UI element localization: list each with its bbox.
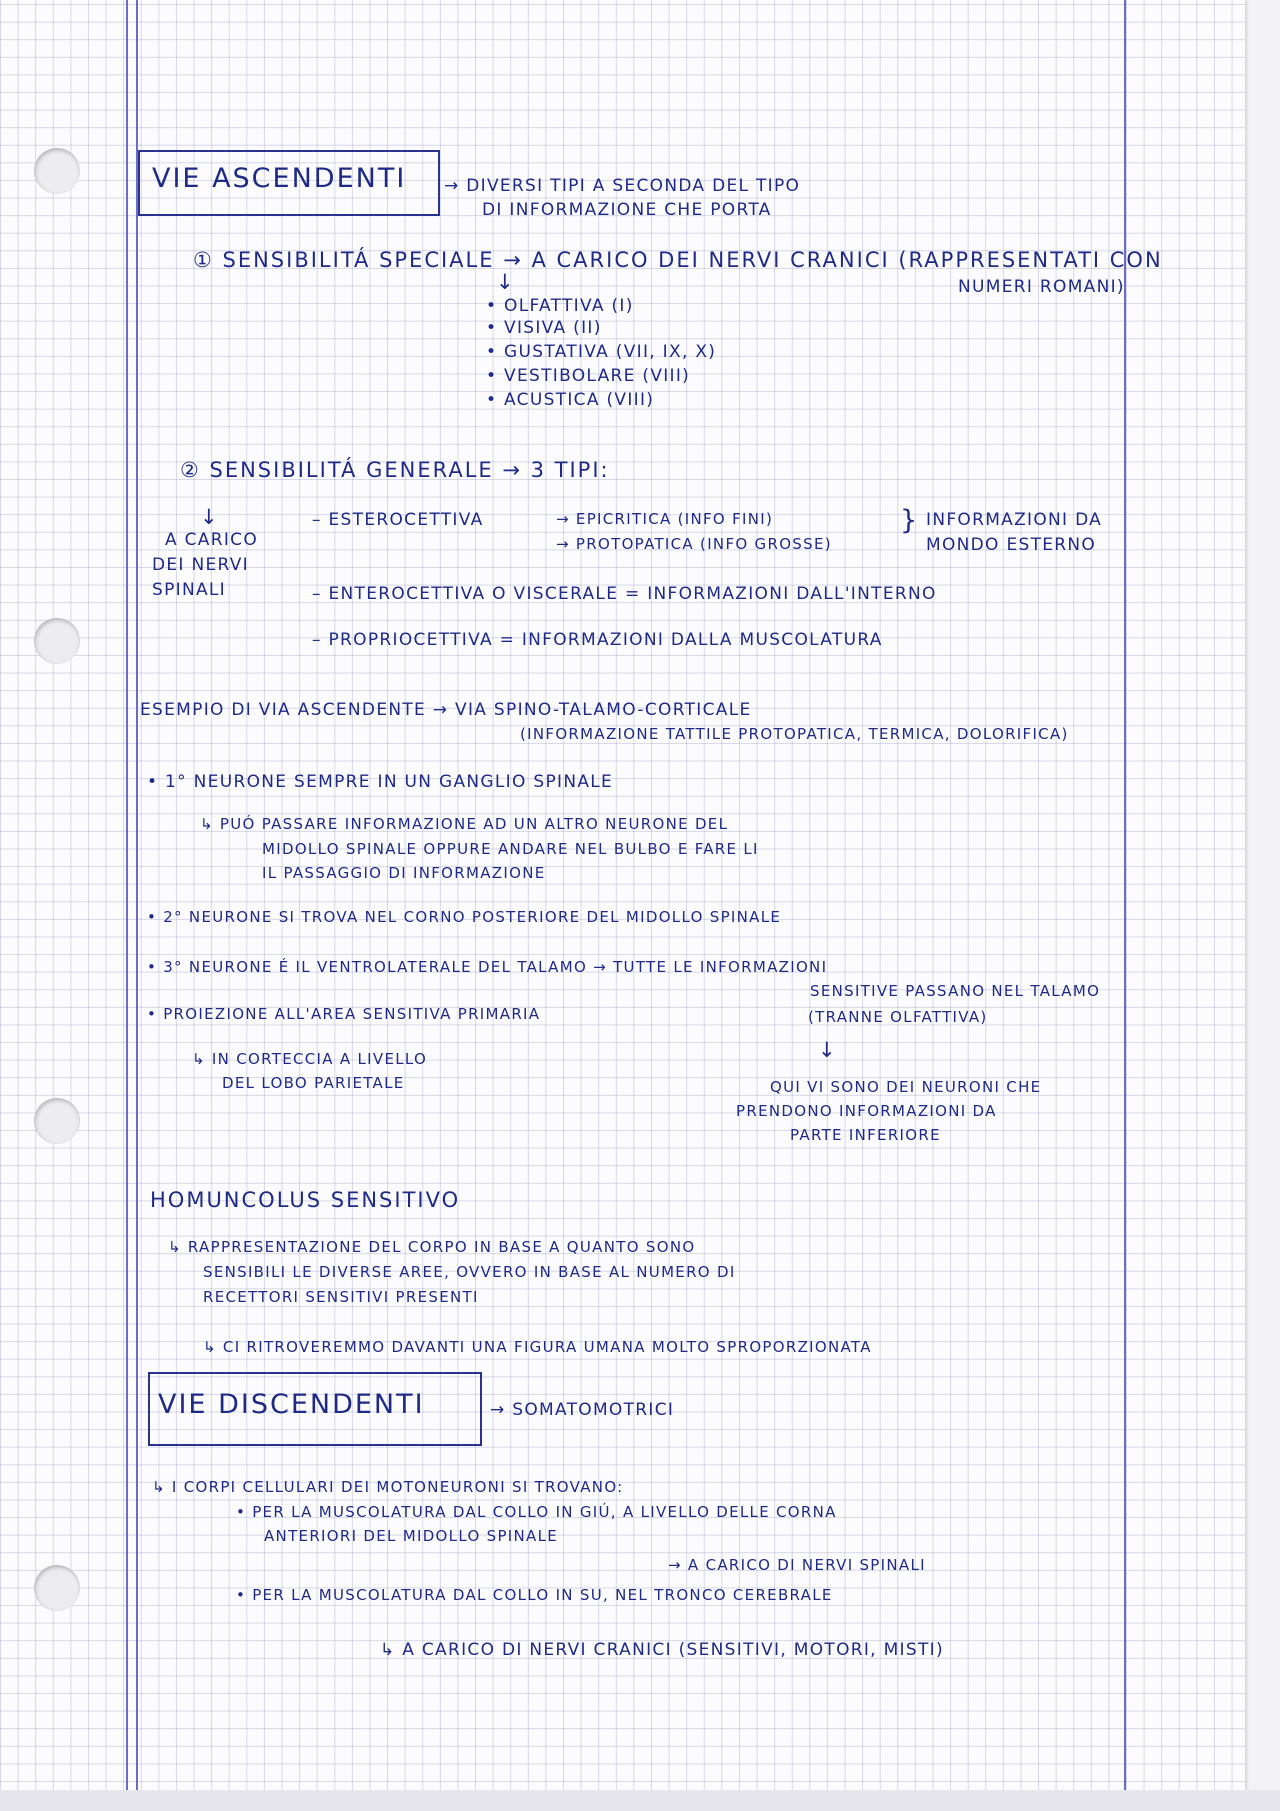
list-item: • GUSTATIVA (VII, IX, X) (486, 342, 717, 362)
left-margin-line-2 (136, 0, 138, 1790)
note-line: SENSIBILI LE DIVERSE AREE, OVVERO IN BASE AL NUMERO DI (203, 1263, 736, 1281)
note-line: A CARICO (165, 530, 259, 550)
note-line: – ESTEROCETTIVA (312, 510, 484, 530)
punch-hole-top (34, 148, 80, 194)
punch-hole-lower-middle (34, 1098, 80, 1144)
left-margin-line-1 (126, 0, 128, 1790)
note-line: • 3° NEURONE É IL VENTROLATERALE DEL TALAMO → TUTTE LE INFORMAZIONI (147, 958, 828, 976)
note-line: • PER LA MUSCOLATURA DAL COLLO IN SU, NEL TRONCO CEREBRALE (236, 1586, 833, 1604)
note-line: (TRANNE OLFATTIVA) (808, 1008, 988, 1026)
note-line: • PROIEZIONE ALL'AREA SENSITIVA PRIMARIA (147, 1005, 541, 1023)
note-line: PRENDONO INFORMAZIONI DA (736, 1102, 997, 1120)
note-line: (INFORMAZIONE TATTILE PROTOPATICA, TERMICA, DOLORIFICA) (520, 725, 1069, 743)
brace: } (900, 505, 920, 536)
list-item: • VISIVA (II) (486, 318, 602, 338)
note-line: INFORMAZIONI DA (926, 510, 1103, 530)
list-item: • ACUSTICA (VIII) (486, 390, 655, 410)
note-line: ↳ IN CORTECCIA A LIVELLO (192, 1050, 428, 1068)
note-line: DEI NERVI (152, 555, 249, 575)
note-line: • 1° NEURONE SEMPRE IN UN GANGLIO SPINALE (147, 772, 614, 792)
note-line: – PROPRIOCETTIVA = INFORMAZIONI DALLA MUSCOLATURA (312, 630, 883, 650)
note-line: → PROTOPATICA (INFO GROSSE) (556, 535, 832, 553)
list-item: • VESTIBOLARE (VIII) (486, 366, 691, 386)
note-line: DEL LOBO PARIETALE (222, 1074, 405, 1092)
note-line: ↳ PUÓ PASSARE INFORMAZIONE AD UN ALTRO NEURONE DEL (200, 815, 729, 833)
note-line: ② SENSIBILITÁ GENERALE → 3 TIPI: (180, 458, 610, 482)
note-line: DI INFORMAZIONE CHE PORTA (482, 200, 772, 220)
note-line: PARTE INFERIORE (790, 1126, 941, 1144)
note-line: ↳ A CARICO DI NERVI CRANICI (SENSITIVI, MOTORI, MISTI) (380, 1640, 944, 1660)
note-line: RECETTORI SENSITIVI PRESENTI (203, 1288, 479, 1306)
scanner-edge (0, 1790, 1280, 1811)
note-line: – ENTEROCETTIVA O VISCERALE = INFORMAZIONI DALL'INTERNO (312, 584, 937, 604)
down-arrow: ↓ (818, 1038, 838, 1062)
note-line: QUI VI SONO DEI NEURONI CHE (770, 1078, 1042, 1096)
note-line: • 2° NEURONE SI TROVA NEL CORNO POSTERIORE DEL MIDOLLO SPINALE (147, 908, 782, 926)
heading-descending-pathways: VIE DISCENDENTI (158, 1389, 425, 1420)
punch-hole-upper-middle (34, 618, 80, 664)
note-line: • PER LA MUSCOLATURA DAL COLLO IN GIÚ, A LIVELLO DELLE CORNA (236, 1503, 837, 1521)
note-line: ↳ RAPPRESENTAZIONE DEL CORPO IN BASE A QUANTO SONO (168, 1238, 696, 1256)
note-line: → DIVERSI TIPI A SECONDA DEL TIPO (444, 176, 801, 196)
down-arrow: ↓ (200, 505, 220, 529)
note-line: NUMERI ROMANI) (958, 277, 1125, 297)
note-line: ↳ CI RITROVEREMMO DAVANTI UNA FIGURA UMANA MOLTO SPROPORZIONATA (203, 1338, 872, 1356)
note-line: → EPICRITICA (INFO FINI) (556, 510, 774, 528)
note-line: ANTERIORI DEL MIDOLLO SPINALE (264, 1527, 559, 1545)
punch-hole-bottom (34, 1565, 80, 1611)
heading-homunculus: HOMUNCOLUS SENSITIVO (150, 1188, 461, 1212)
note-line: → A CARICO DI NERVI SPINALI (668, 1556, 926, 1574)
note-line: ↳ I CORPI CELLULARI DEI MOTONEURONI SI TROVANO: (152, 1478, 624, 1496)
heading-ascending-pathways: VIE ASCENDENTI (152, 163, 407, 194)
note-line: ESEMPIO DI VIA ASCENDENTE → VIA SPINO-TALAMO-CORTICALE (140, 700, 752, 720)
note-line: MIDOLLO SPINALE OPPURE ANDARE NEL BULBO E FARE LI (262, 840, 759, 858)
note-line: ① SENSIBILITÁ SPECIALE → A CARICO DEI NERVI CRANICI (RAPPRESENTATI CON (193, 248, 1163, 272)
note-line: MONDO ESTERNO (926, 535, 1097, 555)
note-line: → SOMATOMOTRICI (490, 1400, 675, 1420)
note-line: SENSITIVE PASSANO NEL TALAMO (810, 982, 1101, 1000)
note-line: IL PASSAGGIO DI INFORMAZIONE (262, 864, 546, 882)
list-item: • OLFATTIVA (I) (486, 296, 634, 316)
down-arrow: ↓ (496, 270, 516, 294)
note-line: SPINALI (152, 580, 226, 600)
